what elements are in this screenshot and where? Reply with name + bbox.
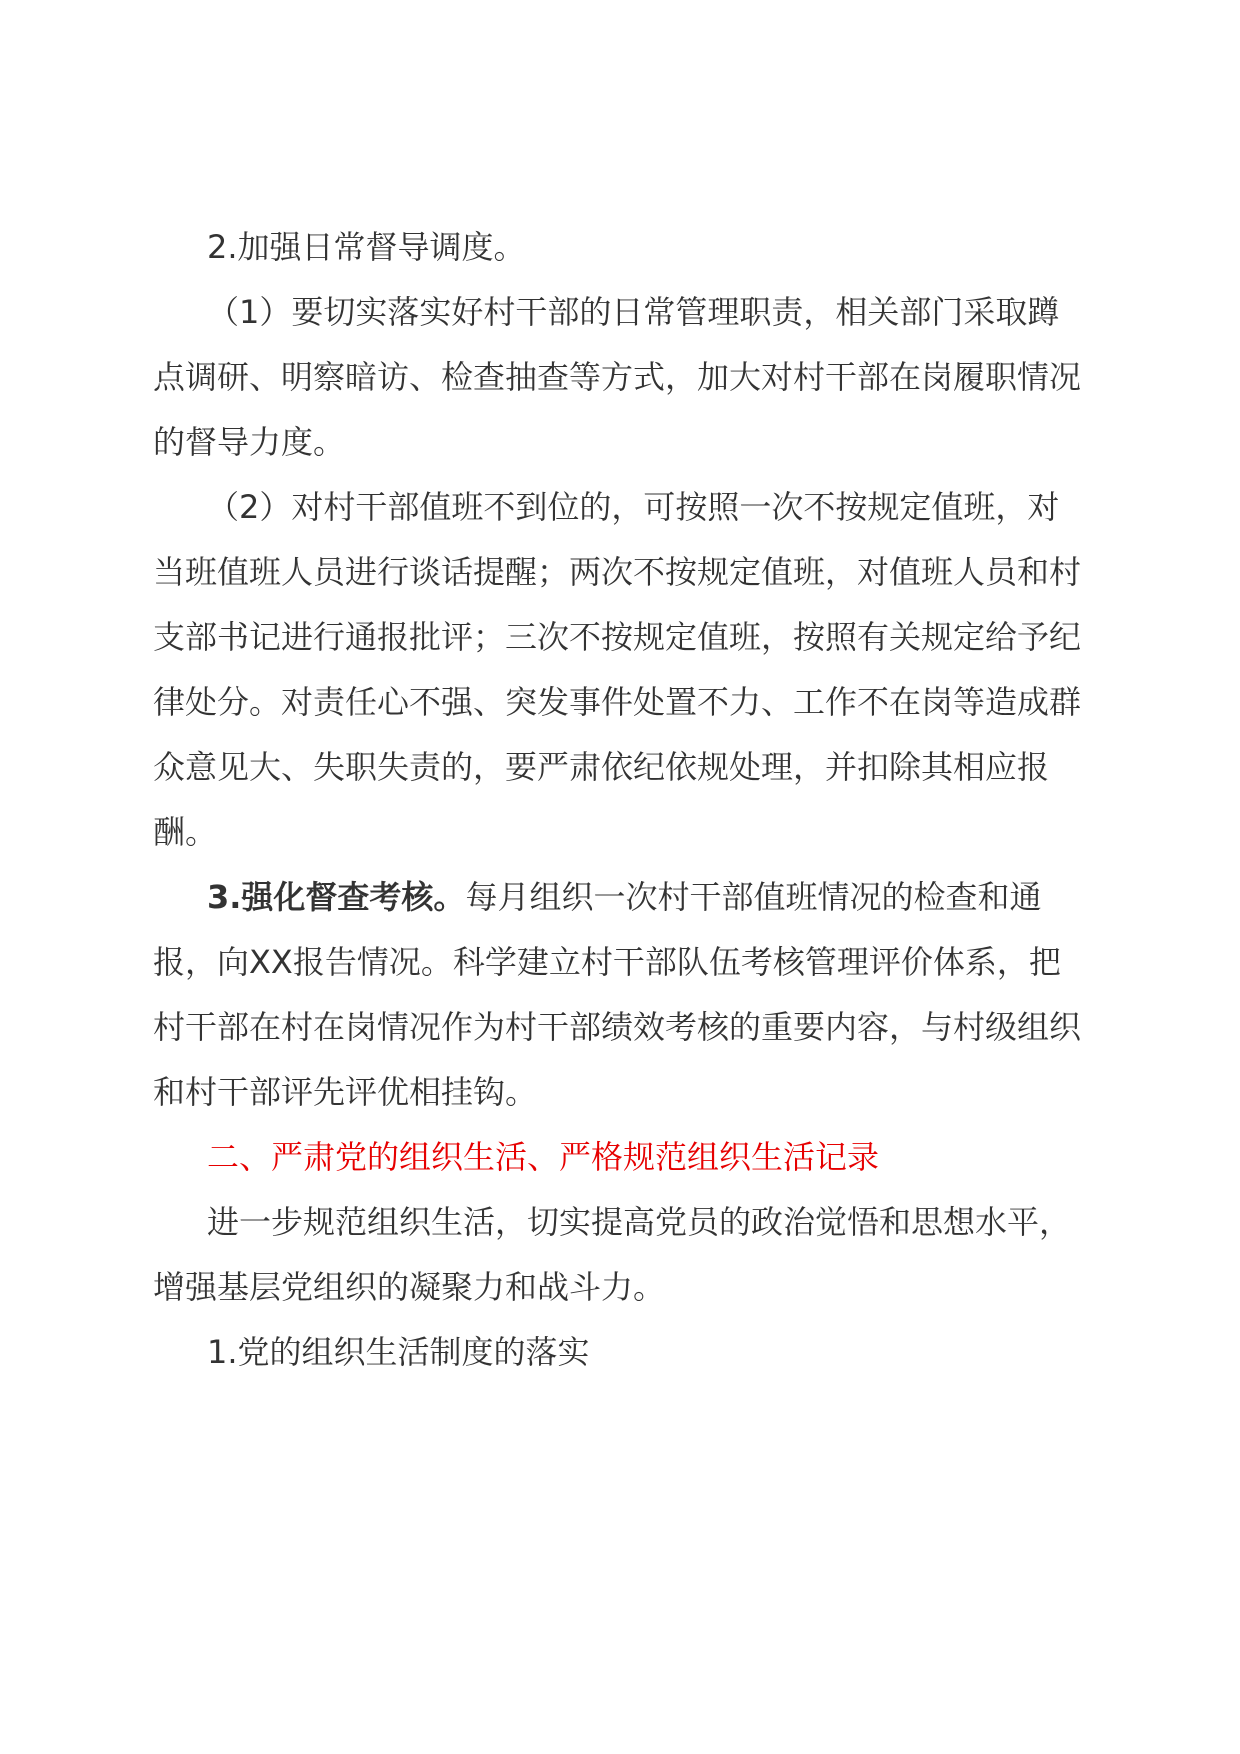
section-3-heading: 3.强化督查考核。: [207, 878, 466, 916]
paragraph-item-1: （1）要切实落实好村干部的日常管理职责，相关部门采取蹲点调研、明察暗访、检查抽查等方式，加大对村干部在岗履职情况的督导力度。: [153, 293, 1082, 461]
paragraph-item-2: （2）对村干部值班不到位的，可按照一次不按规定值班，对当班值班人员进行谈话提醒；两次不按规定值班，对值班人员和村支部书记进行通报批评；三次不按规定值班，按照有关规定给予纪律处分。对责任心不强、突发事件处置不力、工作不在岗等造成群众意见大、失职失责的，要严肃依纪依规处理，并扣除其相应报酬。: [153, 488, 1082, 851]
paragraph-section-3: [153, 865, 1083, 1125]
chapter-2-heading: 二、严肃党的组织生活、严格规范组织生活记录: [207, 1138, 880, 1176]
paragraph-chapter-2-intro: 进一步规范组织生活，切实提高党员的政治觉悟和思想水平，增强基层党组织的凝聚力和战斗力。: [153, 1203, 1072, 1306]
paragraph-subsection-1-heading: 1.党的组织生活制度的落实: [207, 1333, 590, 1371]
document-body: [153, 215, 1083, 1385]
section-3-body: 每月组织一次村干部值班情况的检查和通报，向XX报告情况。科学建立村干部队伍考核管理评价体系，把村干部在村在岗情况作为村干部绩效考核的重要内容，与村级组织和村干部评先评优相挂钩。: [153, 878, 1082, 1111]
paragraph-section-2-heading: 2.加强日常督导调度。: [207, 228, 526, 266]
